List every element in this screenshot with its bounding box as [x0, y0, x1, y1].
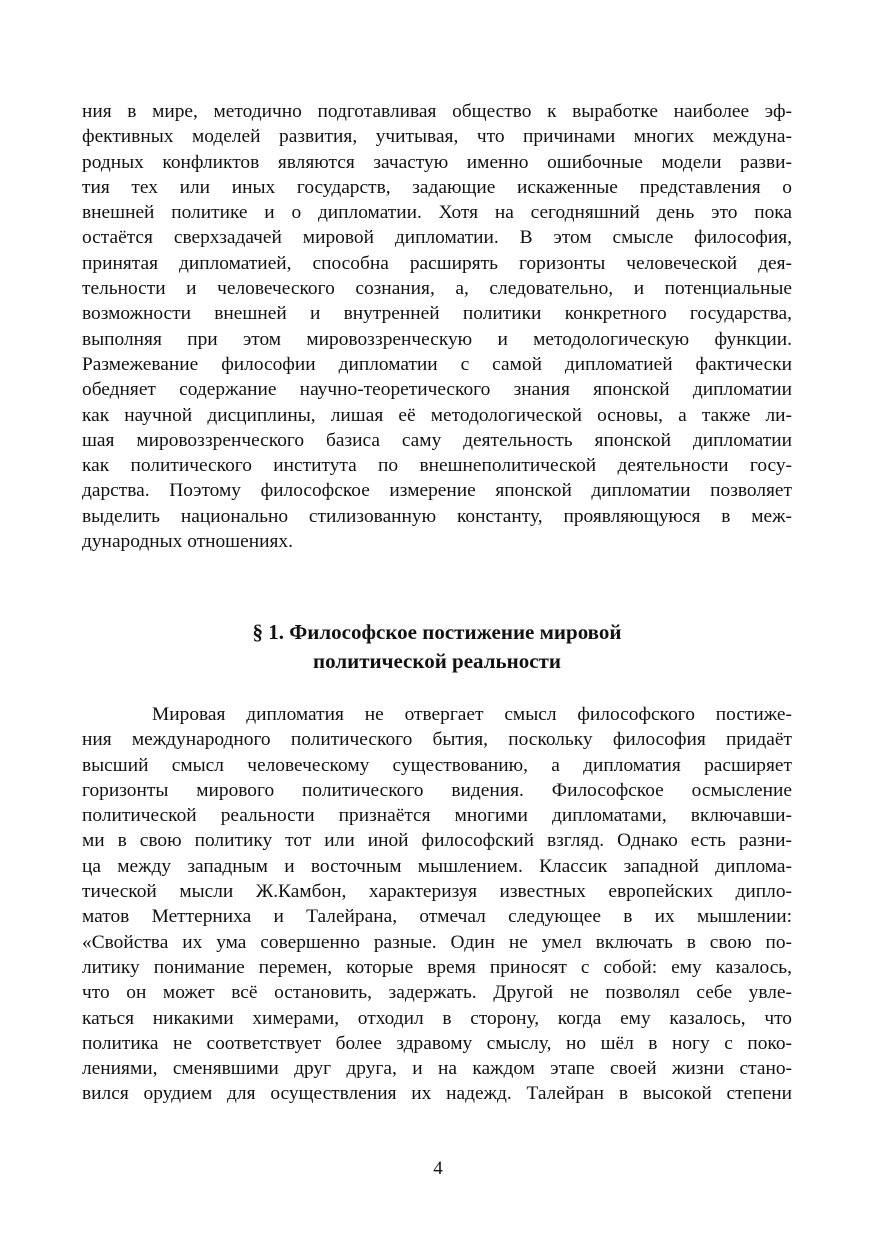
text-line: выполняя при этом мировоззренческую и методологическую функции.: [82, 328, 792, 350]
text-line: политика не соответствует более здравому смыслу, но шёл в ногу с поко-: [82, 1032, 792, 1054]
text-line: «Свойства их ума совершенно разные. Один не умел включать в свою по-: [82, 931, 792, 953]
text-line: Мировая дипломатия не отвергает смысл философского постиже-: [152, 704, 792, 725]
text-line: политической реальности признаётся многими дипломатами, включавши-: [82, 805, 792, 827]
text-line: дарства. Поэтому философское измерение японской дипломатии позволяет: [82, 480, 792, 502]
text-line: Размежевание философии дипломатии с самой дипломатией фактически: [82, 353, 792, 375]
text-line: ца между западным и восточным мышлением. Классик западной диплома-: [82, 855, 792, 877]
text-line: литику понимание перемен, которые время приносят с собой: ему казалось,: [82, 956, 792, 978]
text-line: тельности и человеческого сознания, а, следовательно, и потенциальные: [82, 278, 792, 300]
text-line: обедняет содержание научно-теоретического знания японской дипломатии: [82, 379, 792, 401]
text-line: внешней политике и о дипломатии. Хотя на сегодняшний день это пока: [82, 202, 792, 224]
text-line: ния международного политического бытия, поскольку философия придаёт: [82, 729, 792, 751]
text-line: возможности внешней и внутренней политики конкретного государства,: [82, 303, 792, 325]
text-line: тической мысли Ж.Камбон, характеризуя известных европейских дипло-: [82, 881, 792, 903]
text-line: каться никакими химерами, отходил в сторону, когда ему казалось, что: [82, 1007, 792, 1029]
page-number: 4: [433, 1158, 443, 1179]
text-line: высший смысл человеческому существованию, а дипломатия расширяет: [82, 754, 792, 776]
text-line: родных конфликтов являются зачастую именно ошибочные модели разви-: [82, 151, 792, 173]
section-heading-line-1: § 1. Философское постижение мировой: [252, 620, 622, 644]
text-line: как политического института по внешнеполитической деятельности госу-: [82, 455, 792, 477]
text-line: ми в свою политику тот или иной философский взгляд. Однако есть разни-: [82, 830, 792, 852]
text-line: горизонты мирового политического видения. Философское осмысление: [82, 779, 792, 801]
text-line: принятая дипломатией, способна расширять горизонты человеческой дея-: [82, 252, 792, 274]
text-line: как научной дисциплины, лишая её методологической основы, а также ли-: [82, 404, 792, 426]
text-line: что он может всё остановить, задержать. Другой не позволял себе увле-: [82, 982, 792, 1004]
section-heading: [82, 618, 792, 676]
text-line: остаётся сверхзадачей мировой дипломатии. В этом смысле философия,: [82, 227, 792, 249]
text-line: матов Меттерниха и Талейрана, отмечал следующее в их мышлении:: [82, 906, 792, 928]
text-line: ния в мире, методично подготавливая общество к выработке наиболее эф-: [82, 101, 792, 122]
text-line: тия тех или иных государств, задающие искаженные представления о: [82, 176, 792, 198]
section-paragraph: [82, 702, 792, 1107]
text-line: фективных моделей развития, учитывая, что причинами многих междуна-: [82, 126, 792, 148]
text-line: дународных отношениях.: [82, 531, 293, 553]
text-line: выделить национально стилизованную константу, проявляющуюся в меж-: [82, 505, 792, 527]
section-heading-line-2: политической реальности: [313, 649, 561, 673]
text-line: лениями, сменявшими друг друга, и на каждом этапе своей жизни стано-: [82, 1058, 792, 1080]
text-line: вился орудием для осуществления их надежд. Талейран в высокой степени: [82, 1083, 792, 1105]
intro-paragraph: [82, 99, 792, 554]
text-line: шая мировоззренческого базиса саму деятельность японской дипломатии: [82, 429, 792, 451]
